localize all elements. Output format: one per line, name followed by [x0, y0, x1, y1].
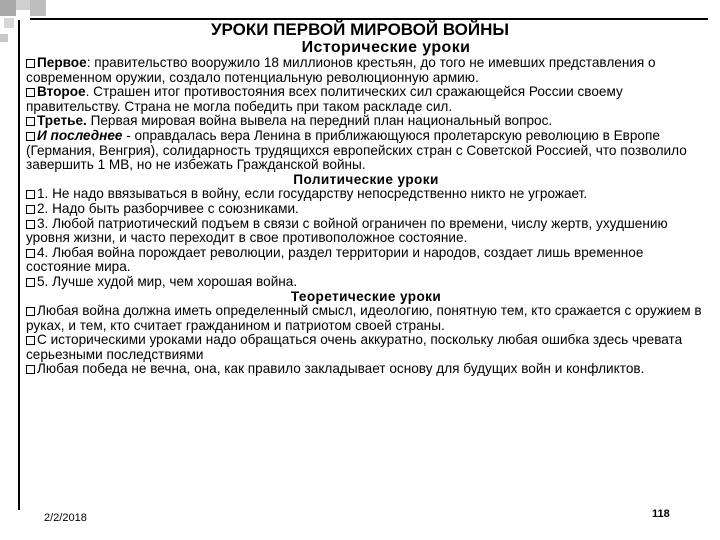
page-number: 118: [652, 508, 670, 520]
decor-square: [16, 0, 30, 10]
political-heading: Политические уроки: [293, 171, 439, 187]
checkbox-bullet-icon: [26, 132, 35, 141]
checkbox-bullet-icon: [26, 117, 35, 126]
theoretical-item: С историческими уроками надо обращаться очень аккуратно, поскольку любая ошибка здесь чревата серьезными последствиями: [26, 332, 683, 362]
historical-item: Третье. Первая мировая война вывела на передний план национальный вопрос.: [26, 114, 706, 129]
slide-body: [26, 40, 706, 377]
checkbox-bullet-icon: [26, 220, 35, 229]
theoretical-heading: Теоретические уроки: [290, 288, 442, 304]
historical-item: И последнее - оправдалась вера Ленина в приближающуюся пролетарскую революцию в Европе (Германия, Венгрия), солидарность трудящихся европейских стран с Советской Россией, что позволило завершить 1 МВ, но не избежать Гражданской войны.: [26, 127, 687, 173]
checkbox-bullet-icon: [26, 278, 35, 287]
left-divider: [18, 20, 20, 510]
historical-heading: Исторические уроки: [301, 39, 471, 56]
footer-date: 2/2/2018: [44, 512, 87, 524]
historical-item: Первое: правительство вооружило 18 миллионов крестьян, до того не имевших представления о современном оружии, создало потенциальную революционную армию.: [26, 55, 656, 85]
checkbox-bullet-icon: [26, 365, 35, 374]
theoretical-item: Любая победа не вечна, она, как правило закладывает основу для будущих войн и конфликтов.: [26, 362, 706, 377]
decor-square: [30, 0, 46, 16]
checkbox-bullet-icon: [26, 205, 35, 214]
checkbox-bullet-icon: [26, 190, 35, 199]
slide-title: УРОКИ ПЕРВОЙ МИРОВОЙ ВОЙНЫ: [210, 20, 510, 39]
political-item: 5. Лучше худой мир, чем хорошая война.: [26, 275, 706, 290]
decor-square: [0, 0, 16, 16]
checkbox-bullet-icon: [26, 59, 35, 68]
political-item: 1. Не надо ввязываться в войну, если государству непосредственно никто не угрожает.: [26, 187, 706, 202]
checkbox-bullet-icon: [26, 249, 35, 258]
checkbox-bullet-icon: [26, 88, 35, 97]
checkbox-bullet-icon: [26, 336, 35, 345]
theoretical-item: Любая война должна иметь определенный смысл, идеологию, понятную тем, кто сражается с оружием в руках, и тем, кто считает гражданином и патриотом своей страны.: [26, 303, 702, 333]
checkbox-bullet-icon: [26, 307, 35, 316]
political-item: 2. Надо быть разборчивее с союзниками.: [26, 202, 706, 217]
historical-item: Второе. Страшен итог противостояния всех политических сил сражающейся России своему правительству. Страна не могла победить при таком раскладе сил.: [26, 84, 623, 114]
political-item: 3. Любой патриотический подъем в связи с войной ограничен по времени, числу жертв, ухудшению уровня жизни, и часто переходит в свое противоположное состояние.: [26, 215, 668, 246]
political-item: 4. Любая война порождает революции, раздел территории и народов, создает лишь временное состояние мира.: [26, 244, 644, 275]
